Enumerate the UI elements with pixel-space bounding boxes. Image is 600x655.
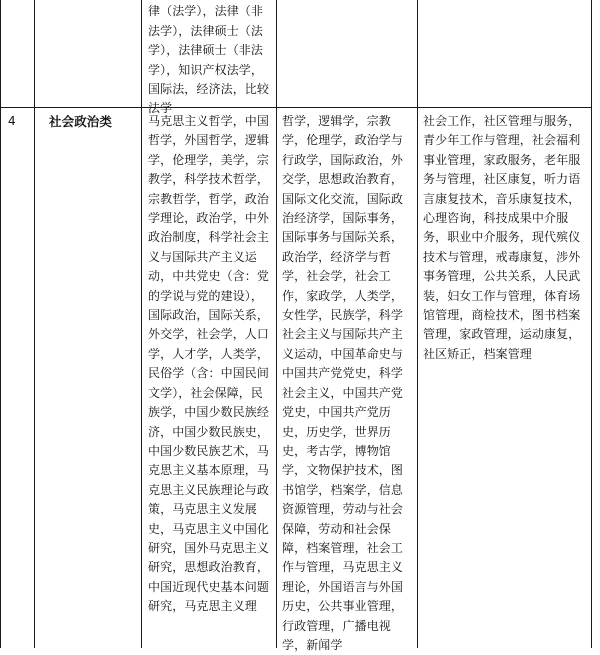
vocational-majors-cell: 社会工作，社区管理与服务，青少年工作与管理，社会福利事业管理，家政服务，老年服务与管理，社区康复，听力语言康复技术，音乐康复技术，心理咨询，科技成果中介服务，职业中介服务，现代殡仪技术与管理，戒毒康复，涉外事务管理，公共关系，人民武装，妇女工作与管理，体育场馆管理，商检技术，图书档案管理，家政管理，运动康复，社区矫正，档案管理 — [423, 114, 581, 361]
undergraduate-majors-cell: 哲学，逻辑学，宗教学，伦理学，政治学与行政学，国际政治，外交学，思想政治教育，国际文化交流，国际政治经济学，国际事务，国际事务与国际关系，政治学，经济学与哲学，社会学，社会工作，家政学，人类学，女性学，民族学，科学社会主义与国际共产主义运动，中国革命史与中国共产党党史，科学社会主义，中国共产党党史，中国共产党历史，历史学，世界历史，考古学，博物馆学，文物保护技术，图书馆学，档案学，信息资源管理，劳动与社会保障，劳动和社会保障，档案管理，社会工作与管理，马克思主义理论，外国语言与外国历史，公共事业管理，行政管理，广播电视学，新闻学 — [282, 114, 404, 652]
column-border — [0, 0, 1, 648]
majors-cell: 律（法学），法律（非法学），法律硕士（法学），法律硕士（非法学），知识产权法学，国际法，经济法，比较法学 — [148, 4, 270, 116]
column-border — [141, 0, 142, 648]
column-border — [34, 0, 35, 648]
column-border — [591, 0, 592, 648]
column-border — [276, 0, 277, 648]
postgraduate-majors-cell: 马克思主义哲学，中国哲学，外国哲学，逻辑学，伦理学，美学，宗教学，科学技术哲学，宗教哲学，哲学，政治学理论，政治学，中外政治制度，科学社会主义与国际共产主义运动，中共党史（含：党的学说与党的建设），国际政治，国际关系，外交学，社会学，人口学，人才学，人类学，民俗学（含：中国民间文学），社会保障，民族学，中国少数民族经济，中国少数民族史，中国少数民族艺术，马克思主义基本原理，马克思主义民族理论与政策，马克思主义发展史，马克思主义中国化研究，国外马克思主义研究，思想政治教育，中国近现代史基本问题研究，马克思主义理 — [148, 114, 270, 614]
category-label: 社会政治类 — [49, 114, 113, 129]
column-border — [417, 0, 418, 648]
row-border — [0, 107, 592, 108]
row-index: 4 — [8, 114, 16, 128]
